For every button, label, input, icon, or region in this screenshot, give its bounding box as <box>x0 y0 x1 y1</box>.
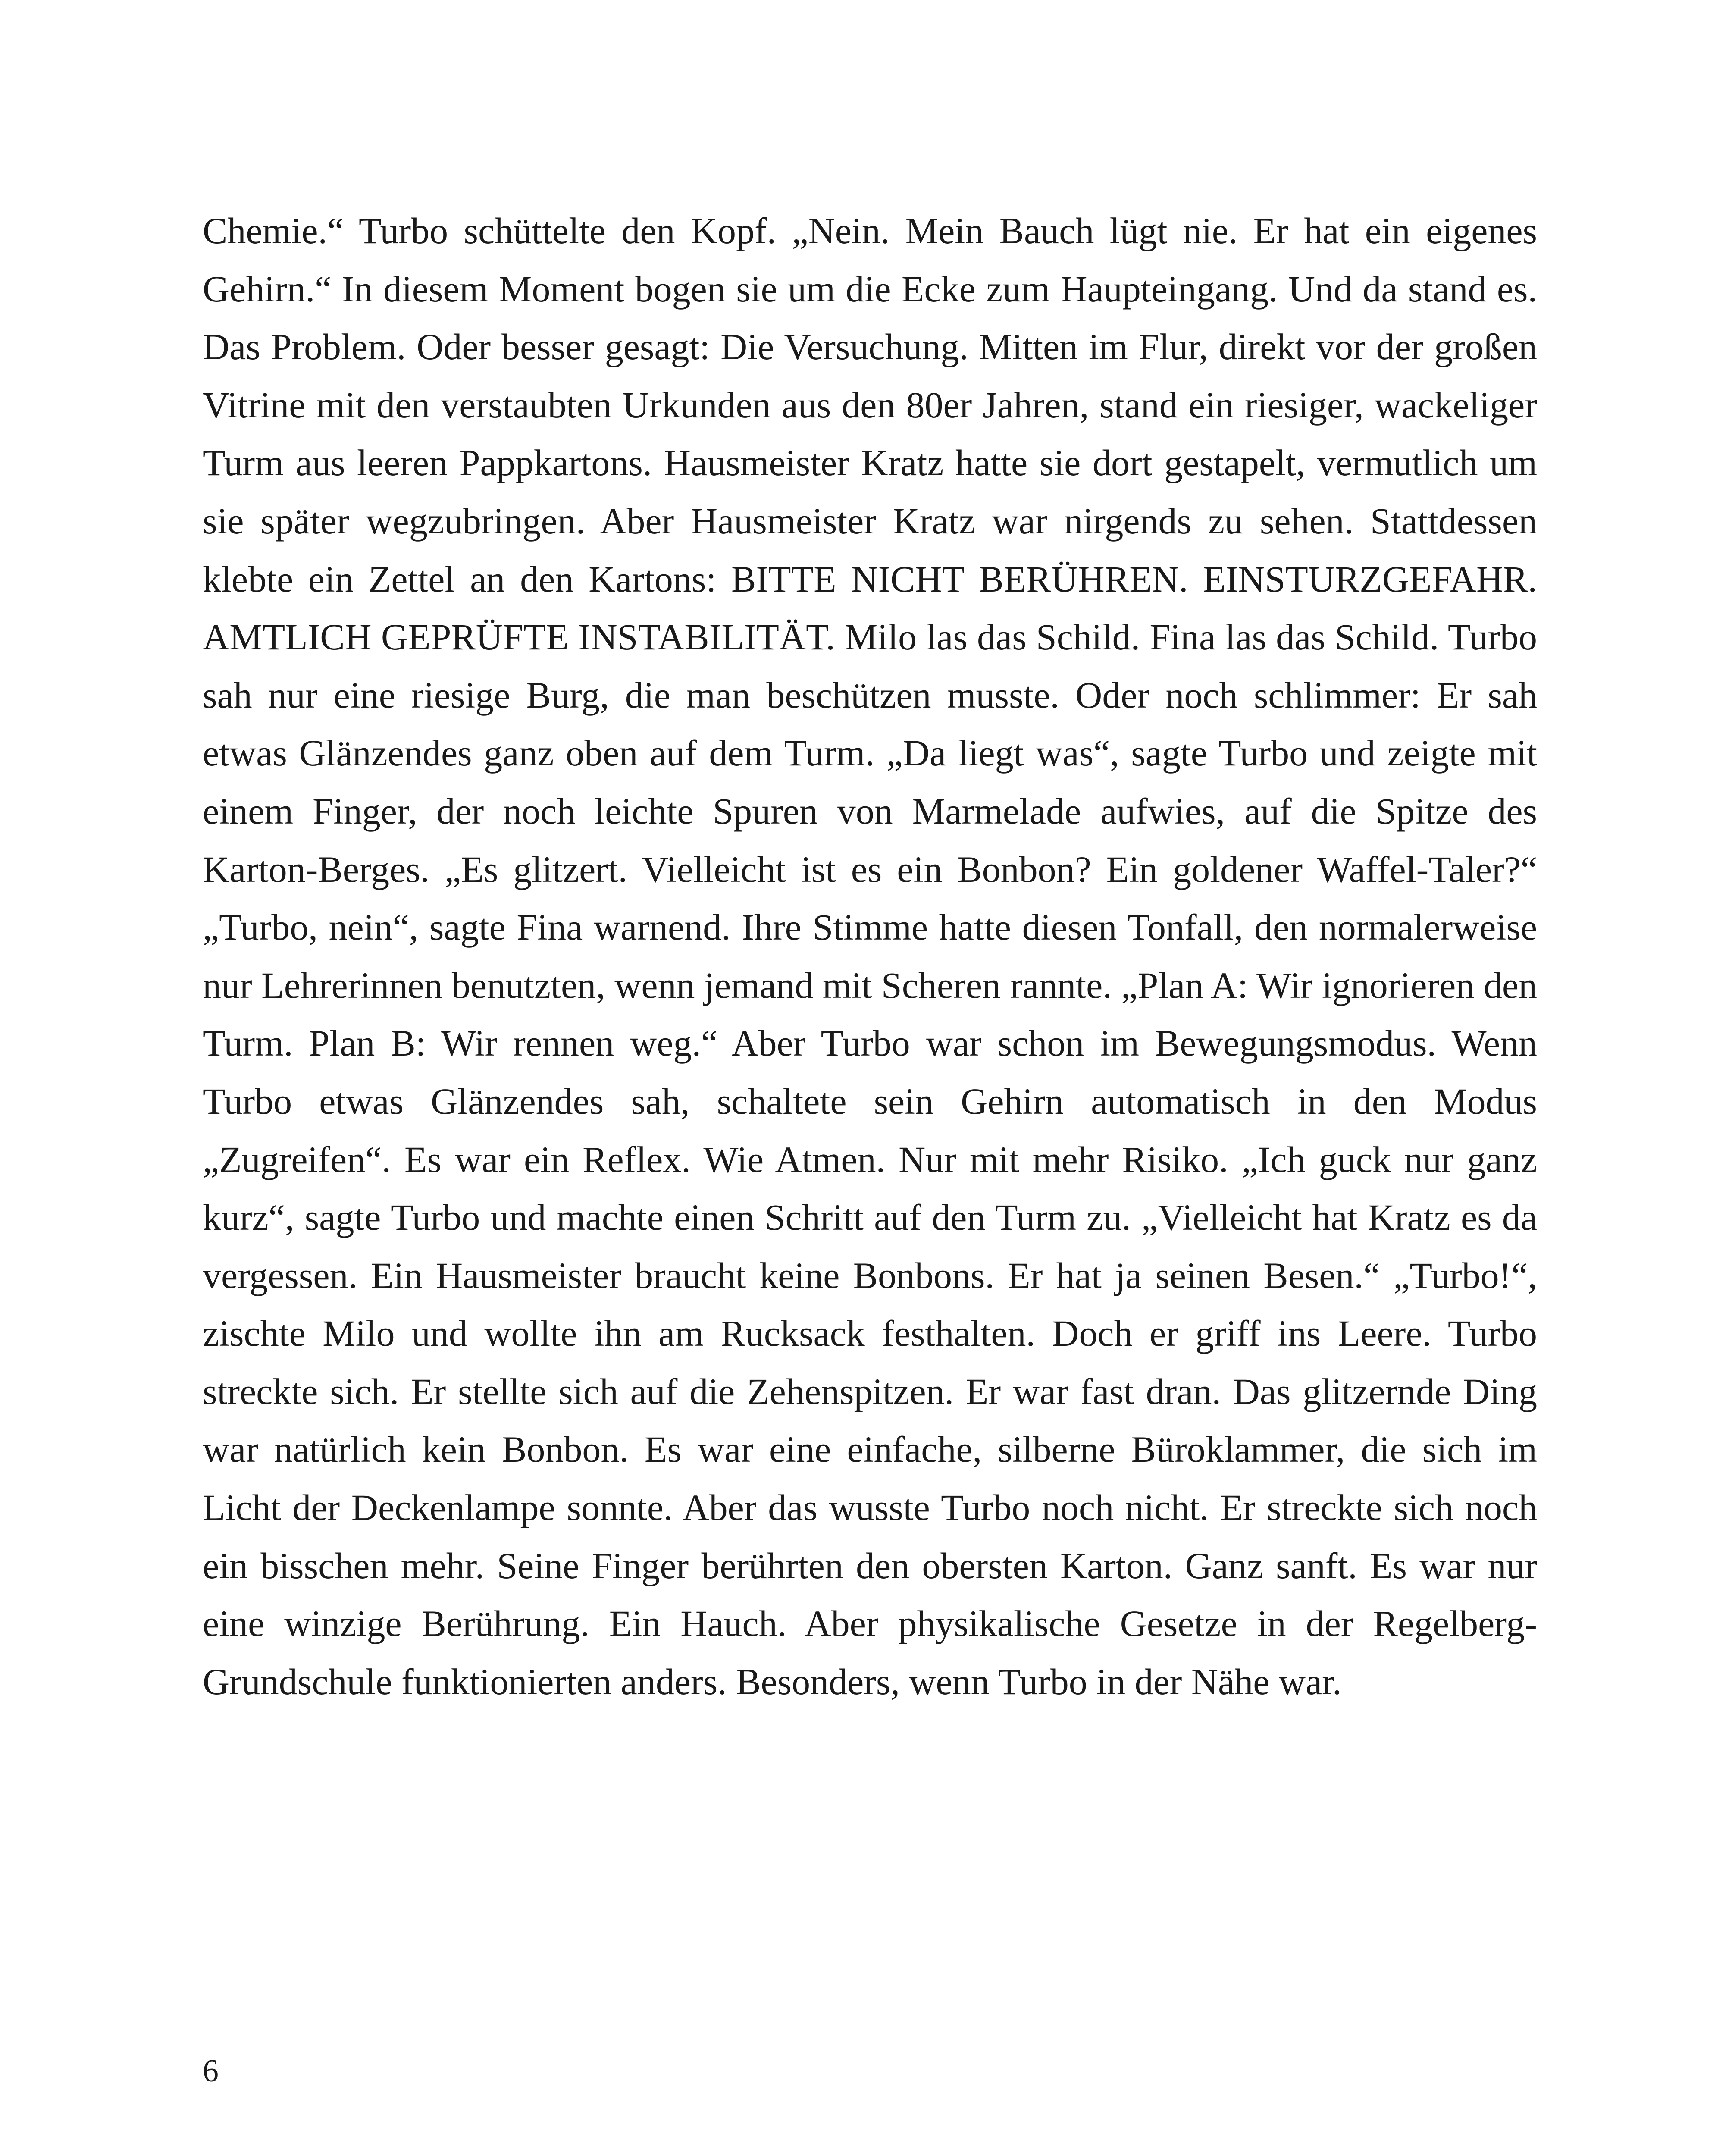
body-paragraph: Chemie.“ Turbo schüttelte den Kopf. „Nein. Mein Bauch lügt nie. Er hat ein eigenes Gehirn.“ In diesem Moment bogen sie um die Ecke zum Haupteingang. Und da stand es. Das Problem. Oder besser gesagt: Die Versuchung. Mitten im Flur, direkt vor der großen Vitrine mit den verstaubten Urkunden aus den 80er Jahren, stand ein riesiger, wackeliger Turm aus leeren Pappkartons. Hausmeister Kratz hatte sie dort gestapelt, vermutlich um sie später wegzubringen. Aber Hausmeister Kratz war nirgends zu sehen. Stattdessen klebte ein Zettel an den Kartons: BITTE NICHT BERÜHREN. EINSTURZGEFAHR. AMTLICH GEPRÜFTE INSTABILITÄT. Milo las das Schild. Fina las das Schild. Turbo sah nur eine riesige Burg, die man beschützen musste. Oder noch schlimmer: Er sah etwas Glänzendes ganz oben auf dem Turm. „Da liegt was“, sagte Turbo und zeigte mit einem Finger, der noch leichte Spuren von Marmelade aufwies, auf die Spitze des Karton-Berges. „Es glitzert. Vielleicht ist es ein Bonbon? Ein goldener Waffel-Taler?“ „Turbo, nein“, sagte Fina warnend. Ihre Stimme hatte diesen Tonfall, den normalerweise nur Lehrerinnen benutzten, wenn jemand mit Scheren rannte. „Plan A: Wir ignorieren den Turm. Plan B: Wir rennen weg.“ Aber Turbo war schon im Bewegungsmodus. Wenn Turbo etwas Glänzendes sah, schaltete sein Gehirn automatisch in den Modus „Zugreifen“. Es war ein Reflex. Wie Atmen. Nur mit mehr Risiko. „Ich guck nur ganz kurz“, sagte Turbo und machte einen Schritt auf den Turm zu. „Vielleicht hat Kratz es da vergessen. Ein Hausmeister braucht keine Bonbons. Er hat ja seinen Besen.“ „Turbo!“, zischte Milo und wollte ihn am Rucksack festhalten. Doch er griff ins Leere. Turbo streckte sich. Er stellte sich auf die Zehenspitzen. Er war fast dran. Das glitzernde Ding war natürlich kein Bonbon. Es war eine einfache, silberne Büroklammer, die sich im Licht der Deckenlampe sonnte. Aber das wusste Turbo noch nicht. Er streckte sich noch ein bisschen mehr. Seine Finger berührten den obersten Karton. Ganz sanft. Es war nur eine winzige Berührung. Ein Hauch. Aber physikalische Gesetze in der Regelberg-Grundschule funktionierten anders. Besonders, wenn Turbo in der Nähe war. <box>203 210 1537 1702</box>
page-number: 6 <box>203 2053 219 2089</box>
